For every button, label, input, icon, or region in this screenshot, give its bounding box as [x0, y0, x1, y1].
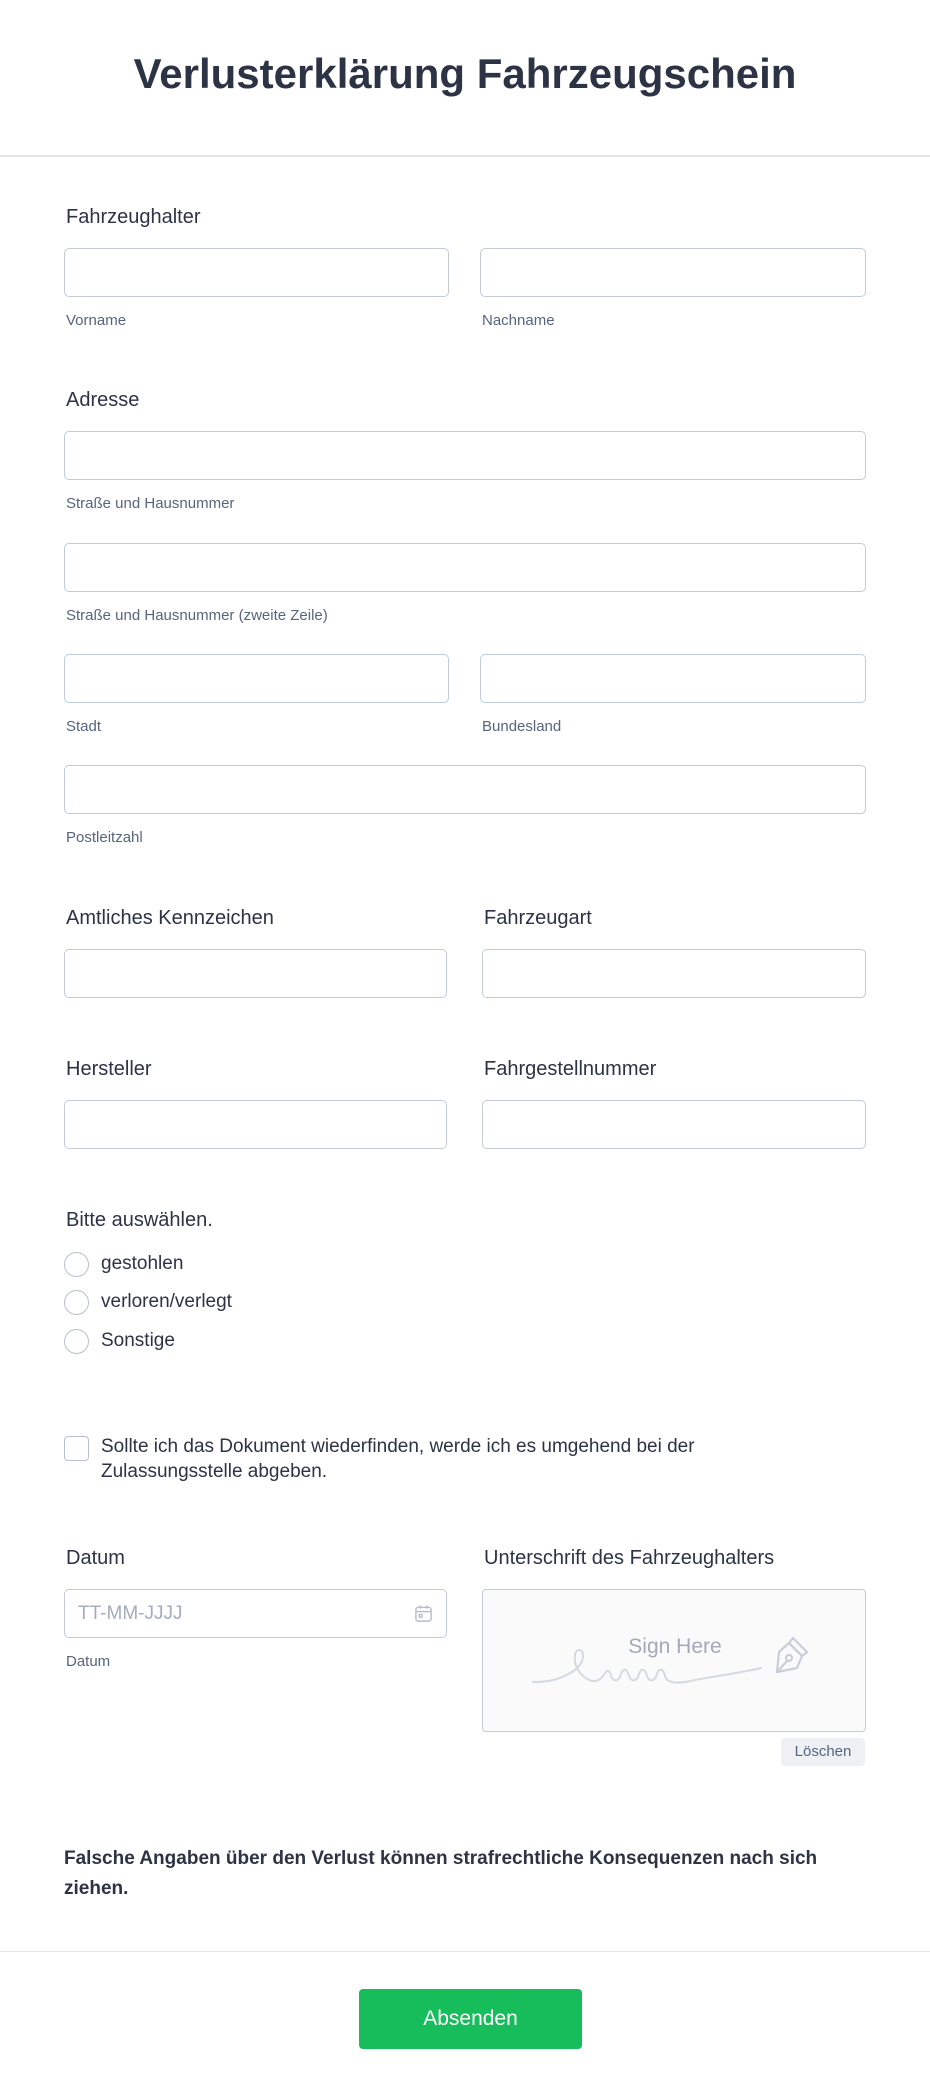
calendar-icon[interactable] [414, 1604, 433, 1623]
radio-button[interactable] [64, 1252, 89, 1277]
state-sublabel: Bundesland [482, 718, 562, 735]
pen-nib-icon [767, 1634, 813, 1680]
last-name-input[interactable] [480, 248, 866, 297]
vin-label: Fahrgestellnummer [484, 1058, 657, 1080]
date-sublabel: Datum [66, 1653, 111, 1670]
address-label: Adresse [66, 389, 140, 411]
form-title: Verlusterklärung Fahrzeugschein [133, 50, 797, 97]
reason-option-other[interactable] [64, 1327, 175, 1355]
footer-divider [0, 1951, 930, 1952]
zip-input[interactable] [64, 765, 866, 814]
date-placeholder: TT-MM-JJJJ [78, 1603, 183, 1624]
radio-label: gestohlen [101, 1253, 184, 1274]
warning-text: Falsche Angaben über den Verlust können strafrechtliche Konsequenzen nach sich ziehen. [64, 1848, 818, 1899]
street-sublabel: Straße und Hausnummer [66, 495, 235, 512]
agreement-checkbox[interactable] [64, 1436, 89, 1461]
city-sublabel: Stadt [66, 718, 102, 735]
radio-button[interactable] [64, 1329, 89, 1354]
agreement-text: Sollte ich das Dokument wiederfinden, werde ich es umgehend bei der Zulassungsstelle abgeben. [101, 1436, 695, 1482]
submit-button[interactable]: Absenden [359, 1989, 582, 2049]
radio-button[interactable] [64, 1290, 89, 1315]
license-plate-label: Amtliches Kennzeichen [66, 907, 274, 929]
last-name-sublabel: Nachname [482, 312, 555, 329]
city-input[interactable] [64, 654, 449, 703]
vehicle-type-label: Fahrzeugart [484, 907, 592, 929]
zip-sublabel: Postleitzahl [66, 829, 143, 846]
street2-input[interactable] [64, 543, 866, 592]
vin-input[interactable] [482, 1100, 866, 1149]
street2-sublabel: Straße und Hausnummer (zweite Zeile) [66, 607, 328, 624]
manufacturer-input[interactable] [64, 1100, 447, 1149]
signature-pad[interactable] [482, 1589, 866, 1732]
date-input[interactable] [64, 1589, 447, 1638]
license-plate-input[interactable] [64, 949, 447, 998]
date-label: Datum [66, 1547, 125, 1569]
vehicle-owner-label: Fahrzeughalter [66, 206, 201, 228]
reason-label: Bitte auswählen. [66, 1209, 213, 1231]
street-input[interactable] [64, 431, 866, 480]
state-input[interactable] [480, 654, 866, 703]
clear-signature-button[interactable]: Löschen [781, 1738, 865, 1766]
manufacturer-label: Hersteller [66, 1058, 152, 1080]
form-header [0, 0, 930, 157]
first-name-input[interactable] [64, 248, 449, 297]
radio-label: Sonstige [101, 1330, 175, 1351]
signature-label: Unterschrift des Fahrzeughalters [484, 1547, 775, 1569]
first-name-sublabel: Vorname [66, 312, 127, 329]
reason-option-lost[interactable] [64, 1288, 232, 1316]
radio-label: verloren/verlegt [101, 1291, 232, 1312]
signature-placeholder: Sign Here [628, 1635, 722, 1658]
vehicle-type-input[interactable] [482, 949, 866, 998]
reason-option-stolen[interactable] [64, 1250, 183, 1278]
